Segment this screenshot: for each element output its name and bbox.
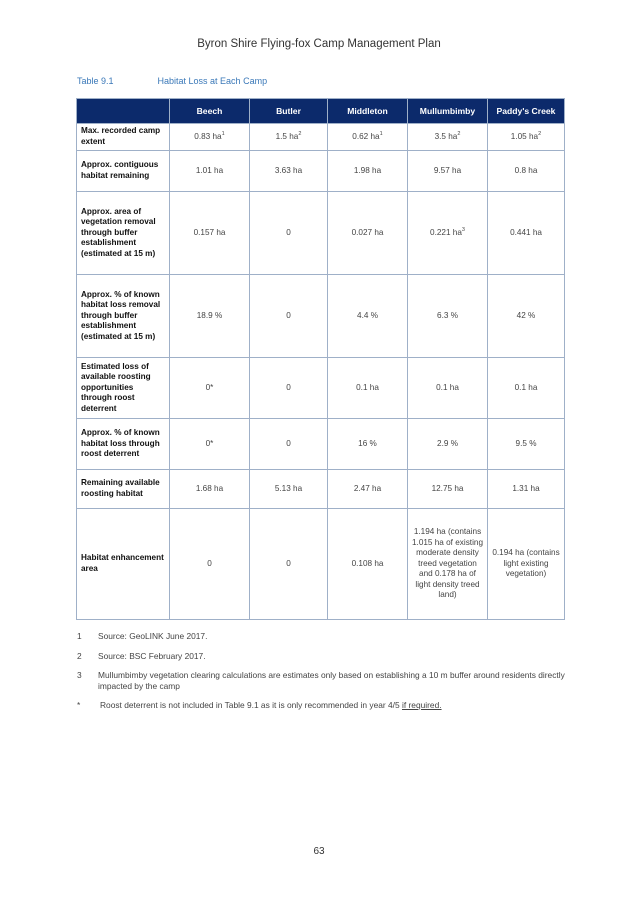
table-cell: 1.31 ha [488, 470, 565, 509]
table-row [77, 275, 565, 358]
table-header-row [77, 99, 565, 124]
header-corner-cell [77, 99, 170, 124]
table-cell: 6.3 % [408, 275, 488, 358]
table-cell: 0 [250, 509, 328, 620]
table-row [77, 358, 565, 419]
table-caption-number: Table 9.1 [77, 76, 114, 86]
note-text: Source: BSC February 2017. [98, 650, 206, 661]
table-cell: 1.98 ha [328, 151, 408, 192]
row-label: Approx. contiguous habitat remaining [77, 151, 170, 192]
table-cell: 2.47 ha [328, 470, 408, 509]
table-row [77, 124, 565, 151]
column-header: Middleton [328, 99, 408, 124]
table-row [77, 419, 565, 470]
table-cell: 0 [250, 192, 328, 275]
table-cell: 5.13 ha [250, 470, 328, 509]
row-label: Approx. % of known habitat loss removal through buffer establishment (estimated at 15 m) [77, 275, 170, 358]
table-cell: 1.68 ha [170, 470, 250, 509]
table-cell: 2.9 % [408, 419, 488, 470]
note-text: Source: GeoLINK June 2017. [98, 631, 208, 641]
table-cell: 0.1 ha [408, 358, 488, 419]
note-marker: * [77, 700, 81, 710]
table-cell: 0* [170, 419, 250, 470]
table-cell: 0.1 ha [328, 358, 408, 419]
note-underlined-text: if required. [401, 700, 442, 710]
note-marker: 3 [77, 670, 82, 680]
column-header: Paddy's Creek [488, 99, 565, 124]
note-marker: 2 [77, 650, 82, 661]
table-cell: 1.194 ha (contains 1.015 ha of existing moderate density treed vegetation and 0.178 ha of light density treed land) [408, 509, 488, 620]
habitat-loss-table [76, 98, 565, 620]
source-note [77, 670, 567, 691]
table-cell: 0 [250, 358, 328, 419]
table-row [77, 470, 565, 509]
table-cell: 0.157 ha [170, 192, 250, 275]
source-note [77, 651, 567, 662]
table-cell: 0.62 $ha^1$ [328, 124, 408, 151]
note-marker: 1 [77, 631, 82, 641]
roost-deterrent-footnote [77, 700, 567, 711]
row-label: Approx. area of vegetation removal through buffer establishment (estimated at 15 m) [77, 192, 170, 275]
row-label: Estimated loss of available roosting opportunities through roost deterrent [77, 358, 170, 419]
row-label: Habitat enhancement area [77, 509, 170, 620]
table-cell: 0.1 ha [488, 358, 565, 419]
table-cell: 42 % [488, 275, 565, 358]
note-text: Roost deterrent is not included in Table 9.1 as it is only recommended in year 4/5 [100, 700, 400, 710]
table-row [77, 192, 565, 275]
row-label: Max. recorded camp extent [77, 124, 170, 151]
table-cell: 1.5 $ha^2$ [250, 124, 328, 151]
table-cell: 1.05 $ha^2$ [488, 124, 565, 151]
table-cell: 9.57 ha [408, 151, 488, 192]
column-header: Beech [170, 99, 250, 124]
table-cell: 0 [250, 419, 328, 470]
column-header: Mullumbimby [408, 99, 488, 124]
column-header: Butler [250, 99, 328, 124]
table-notes [77, 631, 567, 720]
table-cell: 18.9 % [170, 275, 250, 358]
page-number: 63 [313, 846, 325, 857]
table-cell: 0.83 $ha^1$ [170, 124, 250, 151]
table-cell: 0.194 ha (contains light existing vegetation) [488, 509, 565, 620]
table-cell: 12.75 ha [408, 470, 488, 509]
table-cell: 9.5 % [488, 419, 565, 470]
table-row [77, 151, 565, 192]
source-note [77, 631, 567, 642]
row-label: Remaining available roosting habitat [77, 470, 170, 509]
note-text: Mullumbimby vegetation clearing calculations are estimates only based on establishing a 10 m buffer around residents directly impacted by the camp [98, 670, 565, 691]
table-cell: 0.027 ha [328, 192, 408, 275]
table-cell: 0 [250, 275, 328, 358]
table-cell: 3.63 ha [250, 151, 328, 192]
table-caption [77, 76, 267, 86]
table-cell: 0 [170, 509, 250, 620]
table-cell: 16 % [328, 419, 408, 470]
table-cell: 3.5 $ha^2$ [408, 124, 488, 151]
table-cell: 0.8 ha [488, 151, 565, 192]
table-cell: 0.221 $ha^3$ [408, 192, 488, 275]
table-cell: 1.01 ha [170, 151, 250, 192]
table-cell: 0* [170, 358, 250, 419]
table-caption-title: Habitat Loss at Each Camp [157, 76, 268, 86]
row-label: Approx. % of known habitat loss through roost deterrent [77, 419, 170, 470]
table-row [77, 509, 565, 620]
table-cell: 0.441 ha [488, 192, 565, 275]
document-header-title: Byron Shire Flying-fox Camp Management Plan [197, 38, 441, 50]
table-cell: 0.108 ha [328, 509, 408, 620]
table-cell: 4.4 % [328, 275, 408, 358]
